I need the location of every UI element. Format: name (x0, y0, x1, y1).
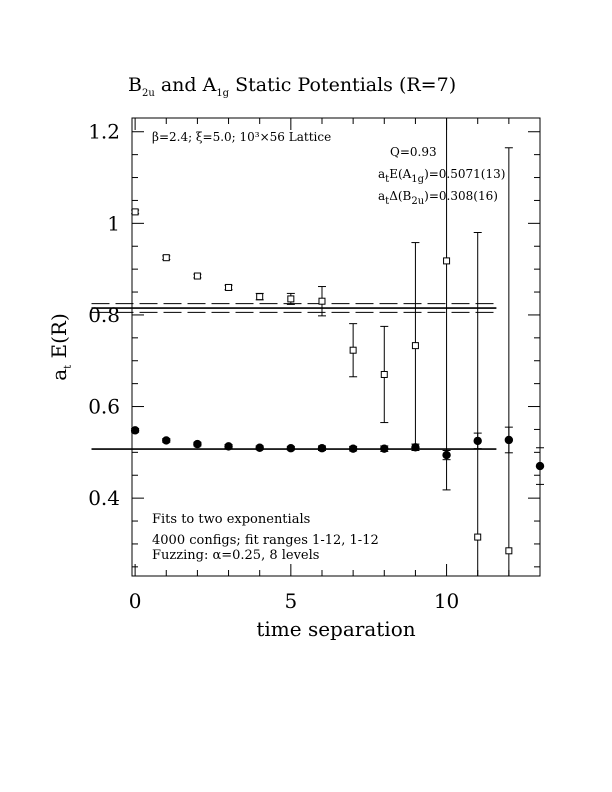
delta-annotation (378, 189, 498, 207)
y-tick-label: 0.4 (88, 486, 120, 511)
B2u-point (506, 548, 512, 554)
lattice-annotation: β=2.4; ξ=5.0; 10³×56 Lattice (152, 130, 332, 144)
title-part1: B (128, 74, 142, 96)
B2u-point (475, 534, 481, 540)
B2u-point (350, 347, 356, 353)
energy-annotation (378, 167, 505, 185)
x-axis-label: time separation (256, 617, 416, 641)
delta-value: )=0.308(16) (424, 189, 498, 203)
q-annotation: Q=0.93 (390, 145, 437, 159)
y-tick-label: 0.8 (88, 302, 120, 327)
x-tick-label: 0 (128, 589, 142, 613)
delta-label: Δ(B (389, 189, 412, 203)
y-label-main: a (47, 368, 71, 381)
B2u-point (257, 294, 263, 300)
plot-frame (132, 118, 540, 576)
B2u-point (132, 209, 138, 215)
energy-t: t (385, 174, 390, 185)
A1g-point (380, 444, 388, 452)
B2u-point (381, 371, 387, 377)
title-sub1: 2u (141, 88, 155, 99)
A1g-point (287, 444, 295, 452)
x-tick-label: 10 (433, 589, 460, 613)
delta-t: t (385, 196, 390, 207)
B2u-point (444, 258, 450, 264)
B2u-point (319, 298, 325, 304)
A1g-point (349, 444, 357, 452)
config-note: 4000 configs; fit ranges 1-12, 1-12 (152, 533, 379, 548)
A1g-point (131, 426, 139, 434)
A1g-point (318, 444, 326, 452)
A1g-point (193, 440, 201, 448)
B2u-point (194, 273, 200, 279)
title-part3: Static Potentials (R=7) (229, 74, 457, 96)
y-label-rest: E(R) (47, 313, 71, 365)
fit-note: Fits to two exponentials (152, 512, 311, 527)
A1g-point (224, 442, 232, 450)
energy-sub: 1g (411, 174, 425, 185)
y-axis-label (47, 313, 74, 381)
fit-lines (92, 304, 497, 449)
y-tick-label: 0.6 (88, 394, 120, 419)
delta-a: a (378, 189, 386, 203)
B2u-point (288, 296, 294, 302)
energy-label: E(A (389, 167, 412, 181)
chart-title (128, 74, 456, 99)
title-sub2: 1g (216, 88, 230, 99)
energy-value: )=0.5071(13) (424, 167, 506, 181)
A1g-point (255, 444, 263, 452)
x-tick-label: 5 (284, 589, 298, 613)
y-tick-label: 1.2 (88, 119, 120, 144)
y-tick-label: 1 (107, 211, 120, 236)
title-part2: and A (154, 74, 217, 96)
fuzzing-note: Fuzzing: α=0.25, 8 levels (152, 548, 320, 563)
data-points (131, 118, 544, 576)
B2u-point (412, 343, 418, 349)
B2u-point (226, 284, 232, 290)
y-label-sub: t (63, 364, 74, 369)
energy-a: a (378, 167, 386, 181)
delta-sub: 2u (411, 196, 425, 207)
A1g-point (162, 436, 170, 444)
B2u-point (163, 255, 169, 261)
axis-ticks (132, 118, 540, 576)
A1g-point (536, 462, 544, 470)
